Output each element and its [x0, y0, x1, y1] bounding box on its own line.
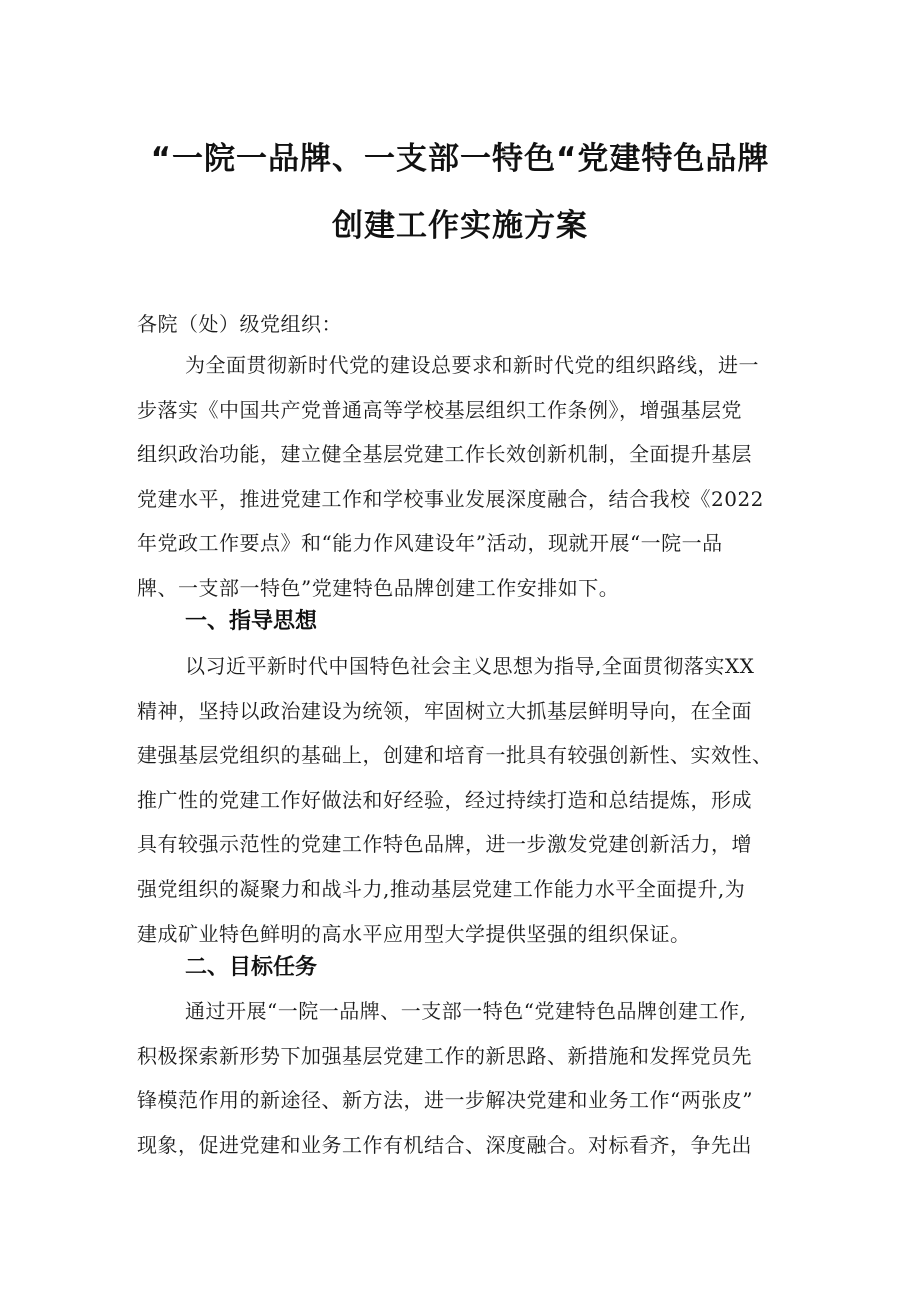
paragraph-line: 精神，坚持以政治建设为统领，牢固树立大抓基层鲜明导向，在全面 — [137, 699, 752, 723]
salutation-text: 各院（处）级党组织： — [137, 312, 342, 336]
paragraph-line: 建成矿业特色鲜明的高水平应用型大学提供坚强的组织保证。 — [137, 922, 691, 946]
paragraph-line: 积极探索新形势下加强基层党建工作的新思路、新措施和发挥党员先 — [137, 1044, 752, 1068]
paragraph-line: 牌、一支部一特色”党建特色品牌创建工作安排如下。 — [137, 576, 620, 600]
paragraph-line: 组织政治功能，建立健全基层党建工作长效创新机制，全面提升基层 — [137, 442, 752, 466]
paragraph-line: 推广性的党建工作好做法和好经验，经过持续打造和总结提炼，形成 — [137, 788, 752, 812]
paragraph-line: 现象，促进党建和业务工作有机结合、深度融合。对标看齐，争先出 — [137, 1133, 752, 1157]
document-title-line1: “一院一品牌、一支部一特色“党建特色品牌 — [150, 141, 770, 177]
document-title-line2: 创建工作实施方案 — [332, 208, 588, 244]
paragraph-line: 以习近平新时代中国特色社会主义思想为指导,全面贯彻落实XX — [185, 654, 755, 678]
paragraph-line: 强党组织的凝聚力和战斗力,推动基层党建工作能力水平全面提升,为 — [137, 877, 746, 901]
paragraph-line: 锋模范作用的新途径、新方法，进一步解决党建和业务工作“两张皮” — [137, 1088, 753, 1112]
paragraph-line: 建强基层党组织的基础上，创建和培育一批具有较强创新性、实效性、 — [137, 743, 773, 767]
paragraph-line: 党建水平，推进党建工作和学校事业发展深度融合，结合我校《2022 — [137, 487, 764, 511]
paragraph-line: 步落实《中国共产党普通高等学校基层组织工作条例》，增强基层党 — [137, 398, 742, 422]
paragraph-line: 为全面贯彻新时代党的建设总要求和新时代党的组织路线，进一 — [185, 353, 759, 377]
paragraph-line: 通过开展“一院一品牌、一支部一特色“党建特色品牌创建工作, — [185, 999, 747, 1023]
section-heading-guiding-thought: 一、指导思想 — [185, 609, 318, 634]
paragraph-line: 年党政工作要点》和“能力作风建设年”活动，现就开展“一院一品 — [137, 531, 723, 555]
paragraph-line: 具有较强示范性的党建工作特色品牌，进一步激发党建创新活力，增 — [137, 832, 752, 856]
section-heading-goals-tasks: 二、目标任务 — [185, 955, 318, 980]
